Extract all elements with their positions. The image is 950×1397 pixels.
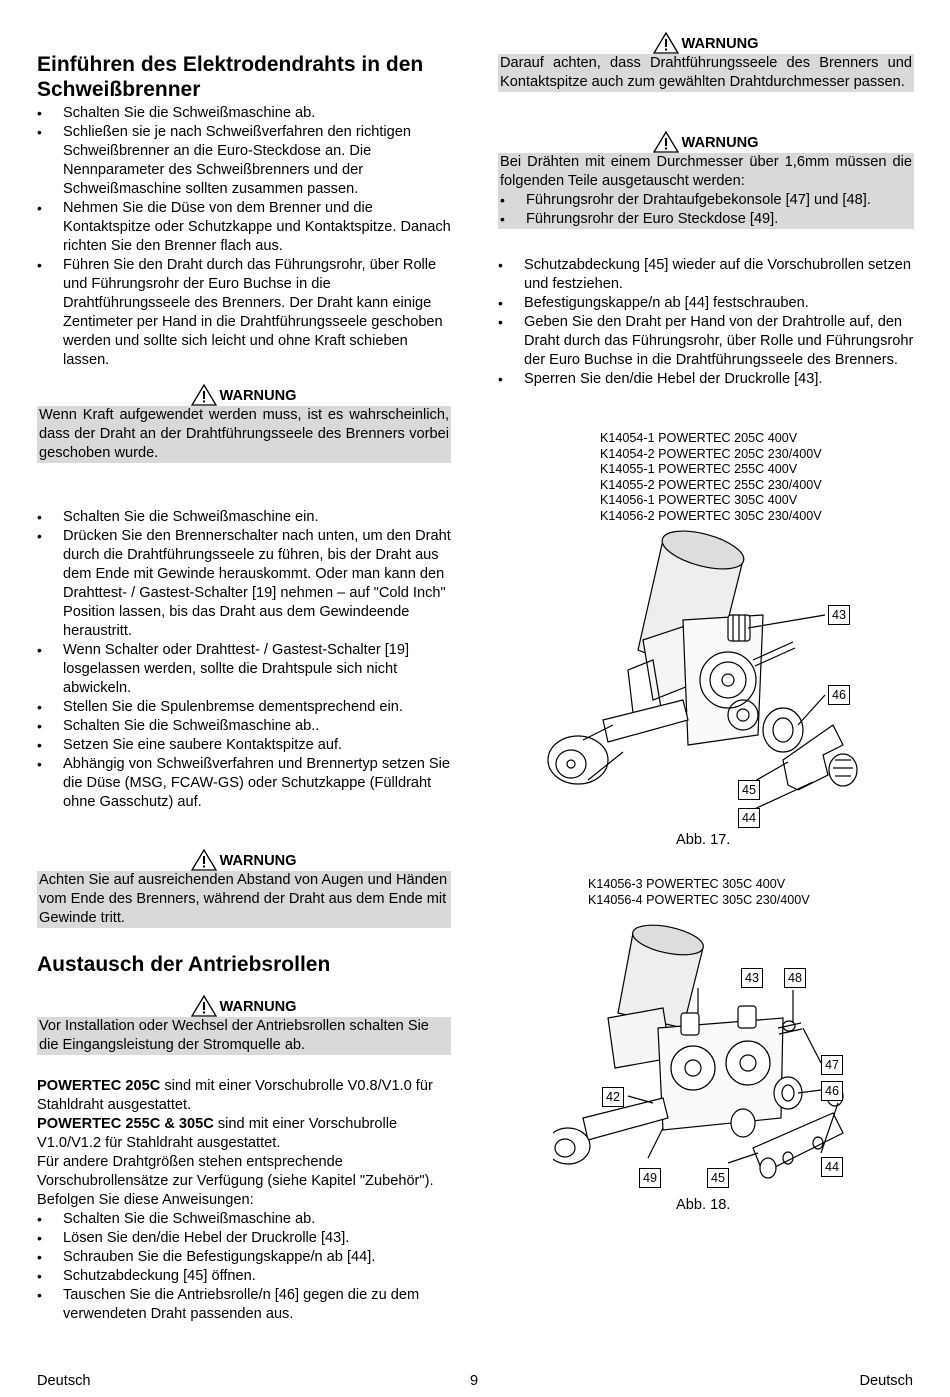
list-item: • Nehmen Sie die Düse von dem Brenner und die Kontaktspitze oder Schutzkappe und Kontaktspitze. Danach richten Sie den Brenner flach aus. <box>37 199 451 256</box>
warning-triangle-icon <box>191 384 217 406</box>
list-item: • Stellen Sie die Spulenbremse dementsprechend ein. <box>37 698 451 717</box>
model-line: K14056-4 POWERTEC 305C 230/400V <box>588 892 810 907</box>
list-item: • Befestigungskappe/n ab [44] festschrauben. <box>498 294 914 313</box>
list-item: • Schrauben Sie die Befestigungskappe/n ab [44]. <box>37 1248 451 1267</box>
wire-feeder-illustration-18 <box>553 918 853 1198</box>
instruction-list-1 <box>37 104 451 370</box>
figure-caption-17: Abb. 17. <box>676 832 731 848</box>
model-line: K14056-3 POWERTEC 305C 400V <box>588 877 786 891</box>
list-item: • Führungsrohr der Drahtaufgebekonsole [47] und [48]. <box>500 191 912 210</box>
list-item: • Lösen Sie den/die Hebel der Druckrolle [43]. <box>37 1229 451 1248</box>
callout-45: 45 <box>738 780 760 800</box>
fig18-model-list <box>588 877 908 908</box>
list-item: • Schalten Sie die Schweißmaschine ab. <box>37 104 451 123</box>
fig17-model-list <box>600 431 900 524</box>
callout-48: 48 <box>784 968 806 988</box>
warning-text-box <box>498 153 914 229</box>
model-line: K14055-1 POWERTEC 255C 400V <box>600 462 798 476</box>
callout-43: 43 <box>828 605 850 625</box>
warning-item-list <box>500 191 912 229</box>
model-line: K14056-2 POWERTEC 305C 230/400V <box>600 508 822 523</box>
warning-title: WARNUNG <box>219 388 297 404</box>
footer-language-right: Deutsch <box>859 1373 913 1389</box>
callout-43: 43 <box>741 968 763 988</box>
warning-block-1 <box>37 384 451 463</box>
drive-roll-info <box>37 1077 451 1324</box>
section-heading-drive-rolls: Austausch der Antriebsrollen <box>37 953 331 976</box>
warning-title: WARNUNG <box>681 36 759 52</box>
callout-44: 44 <box>821 1157 843 1177</box>
paragraph: POWERTEC 205C sind mit einer Vorschubrolle V0.8/V1.0 für Stahldraht ausgestattet. <box>37 1078 433 1113</box>
warning-triangle-icon <box>191 995 217 1017</box>
warning-header <box>37 384 451 406</box>
model-line: K14054-1 POWERTEC 205C 400V <box>600 431 798 445</box>
warning-block-3 <box>37 995 451 1055</box>
warning-block-4 <box>498 32 914 92</box>
callout-47: 47 <box>821 1055 843 1075</box>
warning-block-2 <box>37 849 451 928</box>
warning-triangle-icon <box>191 849 217 871</box>
figure-caption-18: Abb. 18. <box>676 1197 731 1213</box>
list-item: • Schalten Sie die Schweißmaschine ab. <box>37 1210 451 1229</box>
list-item: • Schließen sie je nach Schweißverfahren den richtigen Schweißbrenner an die Euro-Steckdose an. Die Nennparameter des Schweißbrenners und der Schweißmaschine sollten zusammen passen. <box>37 123 451 199</box>
section-heading-wire-insertion: Einführen des Elektrodendrahts in den Schweißbrenner <box>37 53 424 101</box>
list-item: • Schutzabdeckung [45] öffnen. <box>37 1267 451 1286</box>
list-item: • Abhängig von Schweißverfahren und Brennertyp setzen Sie die Düse (MSG, FCAW-GS) oder Schutzkappe (Fülldraht ohne Gasschutz) auf. <box>37 755 451 812</box>
list-item: • Schalten Sie die Schweißmaschine ein. <box>37 508 451 527</box>
warning-block-5 <box>498 131 914 229</box>
paragraph: Für andere Drahtgrößen stehen entsprechende Vorschubrollensätze zur Verfügung (siehe Kapitel "Zubehör"). Befolgen Sie diese Anweisungen: <box>37 1154 434 1208</box>
callout-46: 46 <box>828 685 850 705</box>
list-item: • Geben Sie den Draht per Hand von der Drahtrolle auf, den Draht durch das Führungsrohr, über Rolle und Führungsrohr der Euro Buchse in die Drahtführungsseele des Brenners. <box>498 313 914 370</box>
callout-46: 46 <box>821 1081 843 1101</box>
callout-42: 42 <box>602 1087 624 1107</box>
instruction-list-4 <box>498 256 914 389</box>
list-item: • Schutzabdeckung [45] wieder auf die Vorschubrollen setzen und festziehen. <box>498 256 914 294</box>
wire-feeder-illustration-17 <box>543 520 863 830</box>
warning-header <box>37 849 451 871</box>
model-line: K14056-1 POWERTEC 305C 400V <box>600 493 798 507</box>
model-line: K14055-2 POWERTEC 255C 230/400V <box>600 477 822 492</box>
paragraph: POWERTEC 255C & 305C sind mit einer Vorschubrolle V1.0/V1.2 für Stahldraht ausgestattet. <box>37 1116 398 1151</box>
callout-45: 45 <box>707 1168 729 1188</box>
list-item: • Führen Sie den Draht durch das Führungsrohr, über Rolle und Führungsrohr der Euro Buchse in die Drahtführungsseele des Brenners. Der Draht kann einige Zentimeter per Hand in die Drahtführungsseele geschoben werden und sollte sich leicht und ohne Kraft schieben lassen. <box>37 256 451 370</box>
warning-text: Bei Drähten mit einem Durchmesser über 1,6mm müssen die folgenden Teile ausgetauscht werden: <box>500 154 912 189</box>
callout-44: 44 <box>738 808 760 828</box>
instruction-list-3 <box>37 1210 451 1324</box>
model-name: POWERTEC 255C & 305C <box>37 1116 214 1132</box>
list-item: • Wenn Schalter oder Drahttest- / Gastest-Schalter [19] losgelassen werden, sollte die Drahtspule sich nicht abwickeln. <box>37 641 451 698</box>
warning-title: WARNUNG <box>681 135 759 151</box>
warning-title: WARNUNG <box>219 999 297 1015</box>
model-name: POWERTEC 205C <box>37 1078 161 1094</box>
footer-language-left: Deutsch <box>37 1373 91 1389</box>
warning-text: Achten Sie auf ausreichenden Abstand von Augen und Händen vom Ende des Brenners, während der Draht aus dem Ende mit Gewinde tritt. <box>37 871 451 928</box>
warning-title: WARNUNG <box>219 853 297 869</box>
list-item: • Drücken Sie den Brennerschalter nach unten, um den Draht durch die Drahtführungsseele zu führen, bis der Draht aus dem Ende mit Gewinde herauskommt. Oder man kann den Drahttest- / Gastest-Schalter [19] nehmen – auf "Cold Inch" Position lassen, bis das Draht aus dem Gewindeende heraustritt. <box>37 527 451 641</box>
warning-text: Wenn Kraft aufgewendet werden muss, ist es wahrscheinlich, dass der Draht an der Drahtführungsseele des Brenners vorbei geschoben wurde. <box>39 407 449 461</box>
callout-49: 49 <box>639 1168 661 1188</box>
list-item: • Setzen Sie eine saubere Kontaktspitze auf. <box>37 736 451 755</box>
model-line: K14054-2 POWERTEC 205C 230/400V <box>600 446 822 461</box>
warning-header <box>37 995 451 1017</box>
list-item: • Führungsrohr der Euro Steckdose [49]. <box>500 210 912 229</box>
warning-triangle-icon <box>653 32 679 54</box>
page-number: 9 <box>470 1373 479 1389</box>
warning-text: Vor Installation oder Wechsel der Antriebsrollen schalten Sie die Eingangsleistung der Stromquelle ab. <box>37 1017 451 1055</box>
warning-header <box>498 32 914 54</box>
warning-header <box>498 131 914 153</box>
list-item: • Sperren Sie den/die Hebel der Druckrolle [43]. <box>498 370 914 389</box>
list-item: • Schalten Sie die Schweißmaschine ab.. <box>37 717 451 736</box>
list-item: • Tauschen Sie die Antriebsrolle/n [46] gegen die zu dem verwendeten Draht passenden aus. <box>37 1286 451 1324</box>
instruction-list-2 <box>37 508 451 812</box>
warning-triangle-icon <box>653 131 679 153</box>
warning-text: Darauf achten, dass Drahtführungsseele des Brenners und Kontaktspitze auch zum gewählten Drahtdurchmesser passen. <box>500 55 912 90</box>
